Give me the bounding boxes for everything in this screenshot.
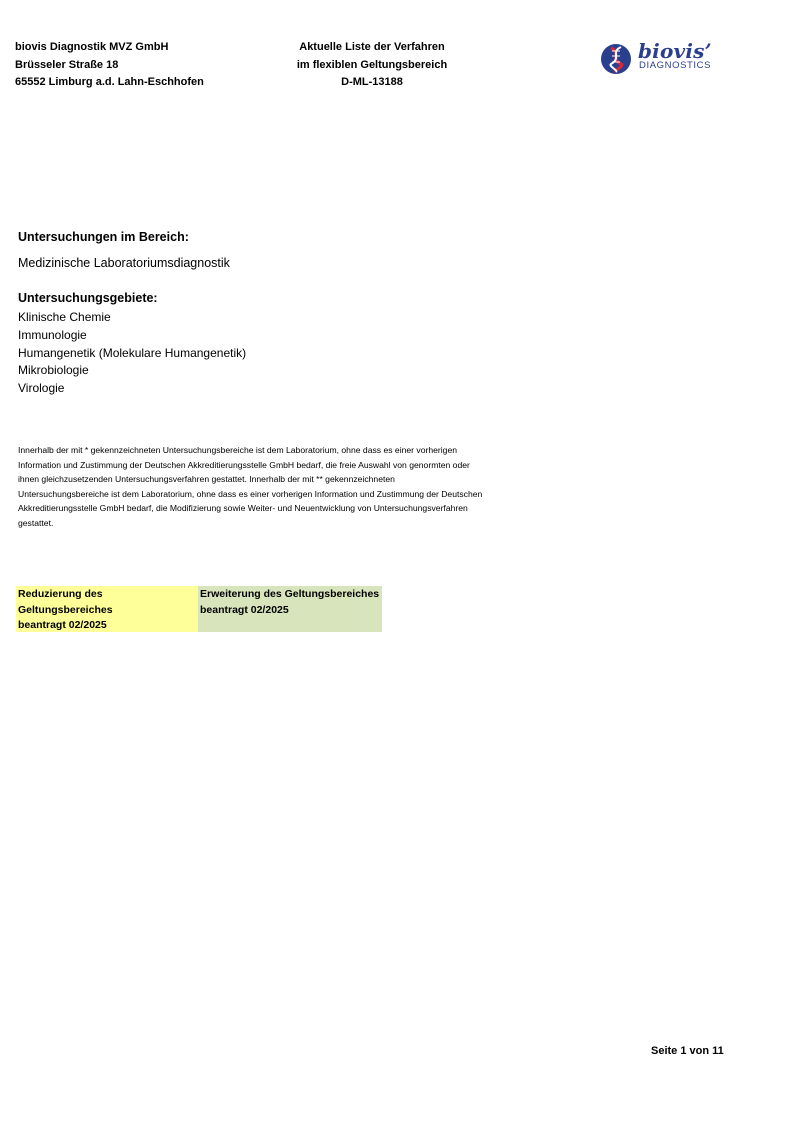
legend-extension-line: beantragt 02/2025	[200, 603, 289, 616]
lab-address	[15, 39, 204, 92]
legend-reduction	[16, 586, 198, 632]
areas-heading: Untersuchungsgebiete:	[18, 291, 158, 305]
note-line: ihnen gleichzusetzenden Untersuchungsverfahren gestattet. Innerhalb der mit ** gekennzeichneten	[18, 474, 395, 485]
list-item: Immunologie	[18, 327, 87, 342]
list-item: Mikrobiologie	[18, 363, 89, 378]
biovis-logo	[600, 39, 730, 76]
areas-list	[18, 309, 246, 398]
lab-city: 65552 Limburg a.d. Lahn-Eschhofen	[15, 76, 204, 88]
note-line: gestattet.	[18, 517, 54, 528]
logo-subtitle: DIAGNOSTICS	[639, 60, 712, 71]
legend-reduction-line: Reduzierung des	[18, 588, 103, 600]
lab-name: biovis Diagnostik MVZ GmbH	[15, 41, 169, 53]
lab-street: Brüsseler Straße 18	[15, 58, 119, 71]
list-item: Virologie	[18, 381, 65, 396]
title-line-2: im flexiblen Geltungsbereich	[296, 58, 448, 71]
note-line: Untersuchungsbereiche ist dem Laboratorium, ohne dass es einer vorherigen Information und Zustimmung der Deutschen	[18, 488, 483, 499]
logo-wordmark: biovis’	[638, 39, 712, 63]
note-line: Akkreditierungsstelle GmbH bedarf, die Modifizierung sowie Weiter- und Neuentwicklung von Untersuchungsverfahren	[18, 503, 468, 514]
list-item: Klinische Chemie	[18, 310, 111, 324]
note-line: Information und Zustimmung der Deutschen Akkreditierungsstelle GmbH bedarf, die freie Auswahl von genormten oder	[18, 459, 470, 470]
flexible-scope-note	[18, 443, 578, 531]
legend-reduction-line: Geltungsbereiches	[18, 603, 113, 616]
legend-extension	[198, 586, 382, 632]
note-line: Innerhalb der mit * gekennzeichneten Untersuchungsbereiche ist dem Laboratorium, ohne dass es einer vorherigen	[18, 445, 458, 455]
scope-heading: Untersuchungen im Bereich:	[18, 230, 189, 244]
dna-helix-icon	[600, 43, 634, 75]
legend-extension-line: Erweiterung des Geltungsbereiches	[200, 588, 380, 600]
accreditation-number: D-ML-13188	[341, 76, 403, 88]
page-number: Seite 1 von 11	[651, 1045, 724, 1057]
document-title	[262, 39, 482, 92]
legend-reduction-line: beantragt 02/2025	[18, 619, 107, 631]
list-item: Humangenetik (Molekulare Humangenetik)	[18, 345, 247, 360]
scope-value: Medizinische Laboratoriumsdiagnostik	[18, 256, 230, 270]
title-line-1: Aktuelle Liste der Verfahren	[299, 41, 445, 53]
